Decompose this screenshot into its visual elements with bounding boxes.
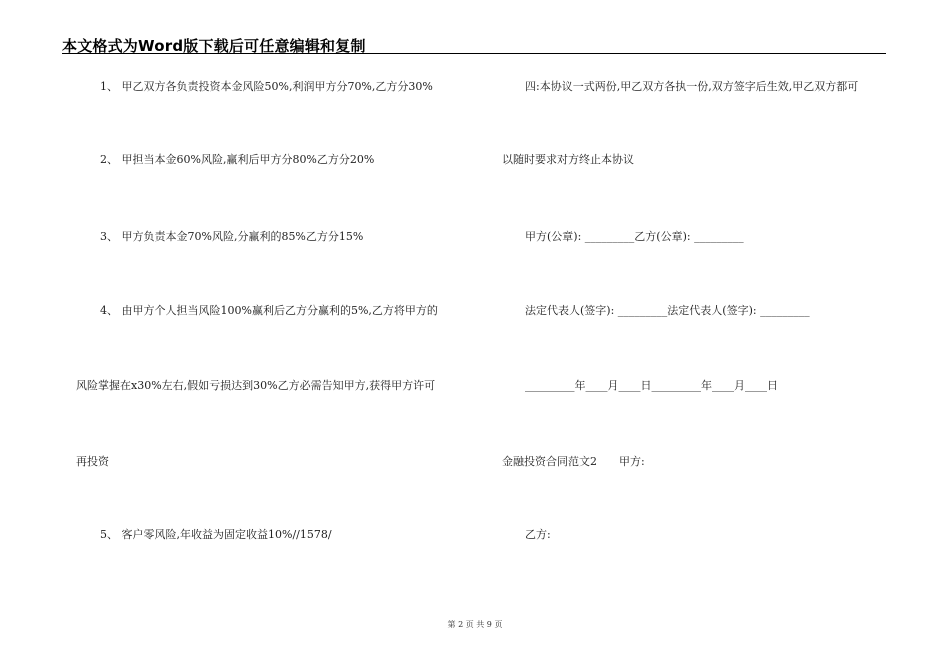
page-footer-indicator: 第 2 页 共 9 页 <box>447 620 503 629</box>
left-line-4: 4、 由甲方个人担当风险100%赢利后乙方分赢利的5%,乙方将甲方的 <box>100 304 438 317</box>
left-line-3: 3、 甲方负责本金70%风险,分赢利的85%乙方分15% <box>100 230 364 243</box>
left-line-7: 5、 客户零风险,年收益为固定收益10%//1578/ <box>100 528 332 541</box>
page-header-title: 本文格式为Word版下载后可任意编辑和复制 <box>62 37 366 55</box>
right-line-4: 法定代表人(签字): _________法定代表人(签字): _________ <box>525 304 810 317</box>
right-line-1: 四:本协议一式两份,甲乙双方各执一份,双方签字后生效,甲乙双方都可 <box>525 80 859 93</box>
left-line-1: 1、 甲乙双方各负责投资本金风险50%,利润甲方分70%,乙方分30% <box>100 80 433 93</box>
right-line-7: 乙方: <box>525 528 551 541</box>
left-line-2: 2、 甲担当本金60%风险,赢利后甲方分80%乙方分20% <box>100 153 375 166</box>
right-line-2: 以随时要求对方终止本协议 <box>502 153 634 166</box>
right-line-6: 金融投资合同范文2 甲方: <box>502 455 645 468</box>
right-line-3: 甲方(公章): _________乙方(公章): _________ <box>525 230 744 243</box>
header-divider <box>62 53 886 54</box>
left-line-6: 再投资 <box>76 455 109 468</box>
right-line-5: _________年____月____日_________年____月____日 <box>525 379 778 392</box>
left-line-5: 风险掌握在x30%左右,假如亏损达到30%乙方必需告知甲方,获得甲方许可 <box>76 379 436 392</box>
